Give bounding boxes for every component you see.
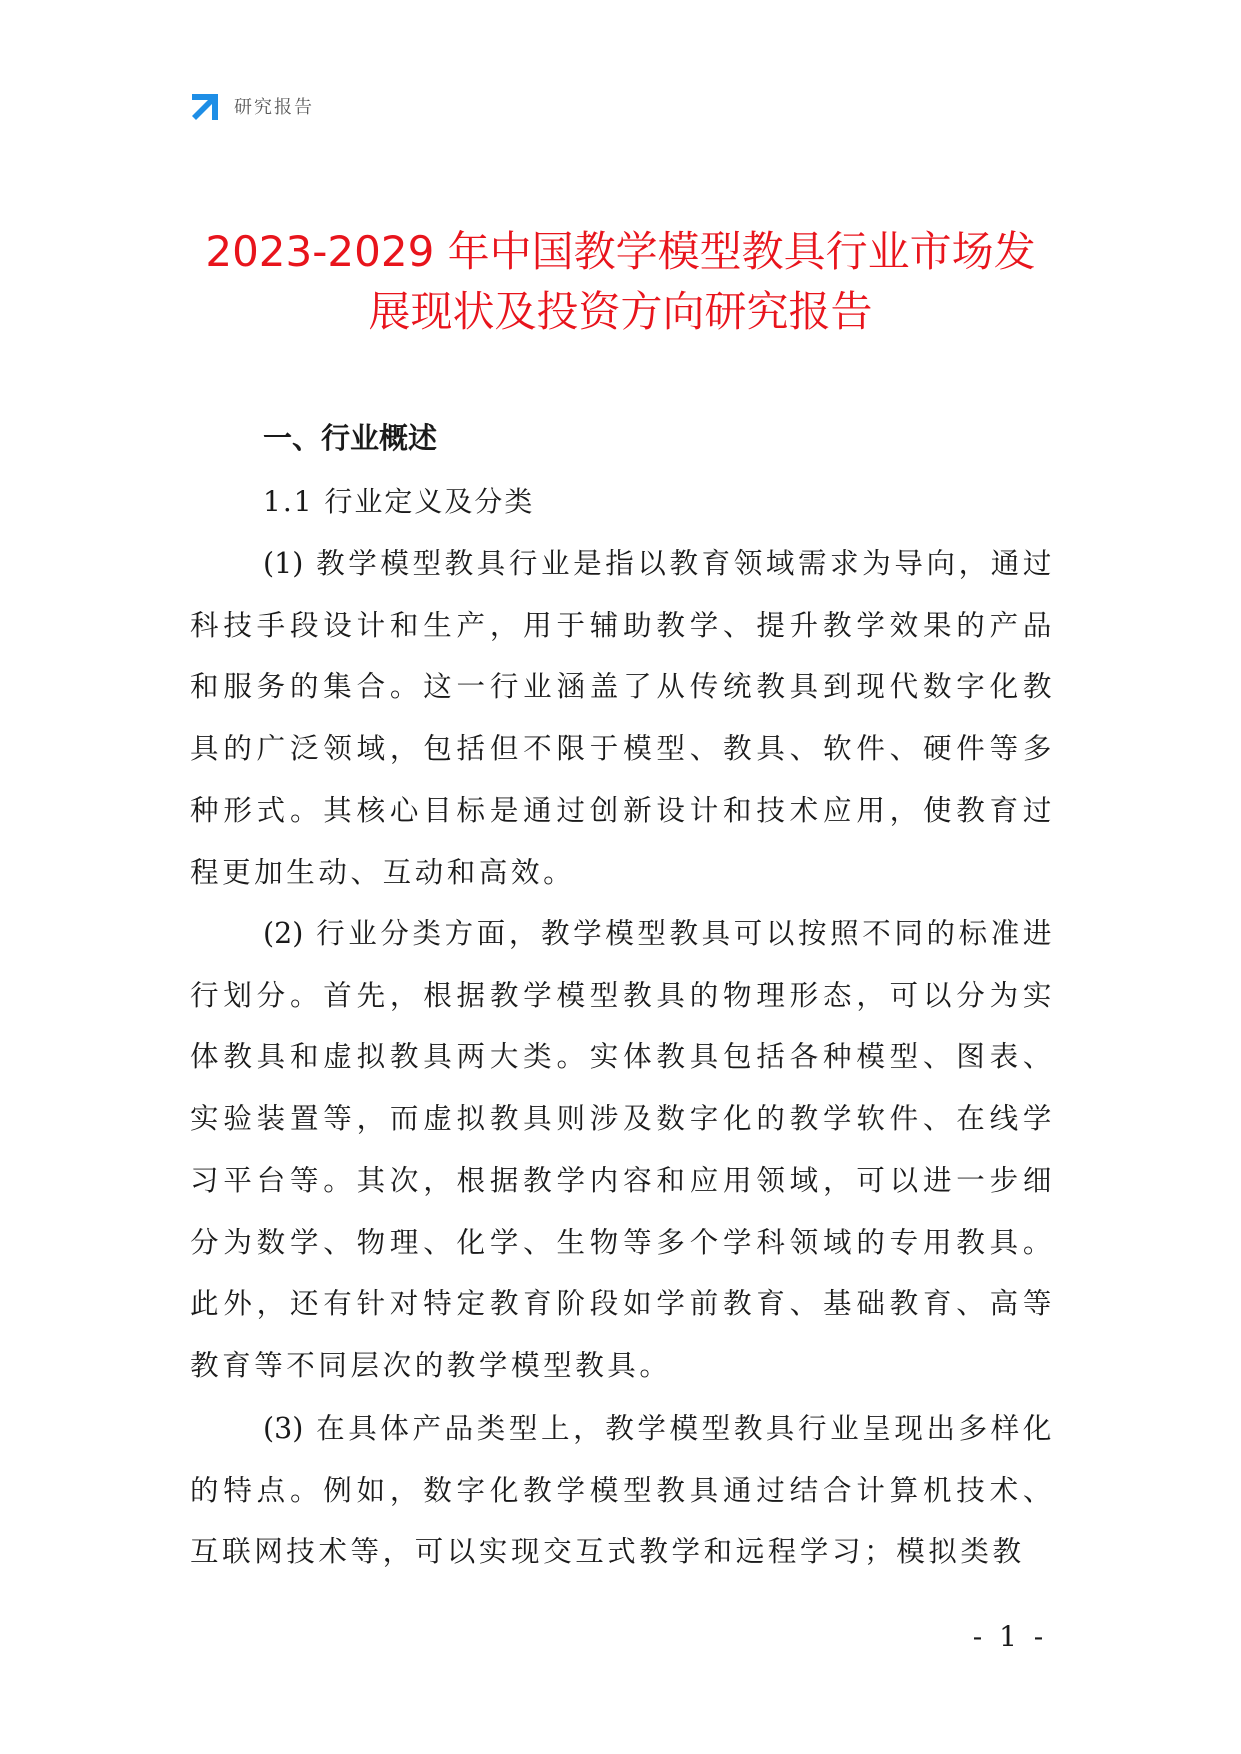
arrow-up-right-icon [190,90,222,122]
document-title [150,222,1091,342]
header-label: 研究报告 [234,97,314,118]
report-header [190,88,314,124]
subsection-heading: 1.1 行业定义及分类 [263,485,535,518]
paragraph-number: (1) [263,547,304,580]
paragraph-2 [190,903,1055,1397]
page-number: - 1 - [972,1620,1048,1653]
title-line-1: 2023-2029 年中国教学模型教具行业市场发 [205,227,1036,276]
paragraph-text: 在具体产品类型上，教学模型教具行业呈现出多样化的特点。例如，数字化教学模型教具通过结合计算机技术、互联网技术等，可以实现交互式教学和远程学习；模拟类教 [190,1412,1055,1569]
paragraph-3 [190,1398,1055,1583]
paragraph-1 [190,533,1055,903]
title-line-2: 展现状及投资方向研究报告 [368,287,873,336]
paragraph-text: 教学模型教具行业是指以教育领域需求为导向，通过科技手段设计和生产，用于辅助教学、提升教学效果的产品和服务的集合。这一行业涵盖了从传统教具到现代数字化教具的广泛领域，包括但不限于模型、教具、软件、硬件等多种形式。其核心目标是通过创新设计和技术应用，使教育过程更加生动、互动和高效。 [190,547,1055,889]
paragraph-number: (2) [263,917,304,950]
paragraph-text: 行业分类方面，教学模型教具可以按照不同的标准进行划分。首先，根据教学模型教具的物理形态，可以分为实体教具和虚拟教具两大类。实体教具包括各种模型、图表、实验装置等，而虚拟教具则涉及数字化的教学软件、在线学习平台等。其次，根据教学内容和应用领域，可以进一步细分为数学、物理、化学、生物等多个学科领域的专用教具。此外，还有针对特定教育阶段如学前教育、基础教育、高等教育等不同层次的教学模型教具。 [190,917,1055,1382]
paragraph-number: (3) [263,1412,304,1445]
section-heading: 一、行业概述 [263,421,438,455]
